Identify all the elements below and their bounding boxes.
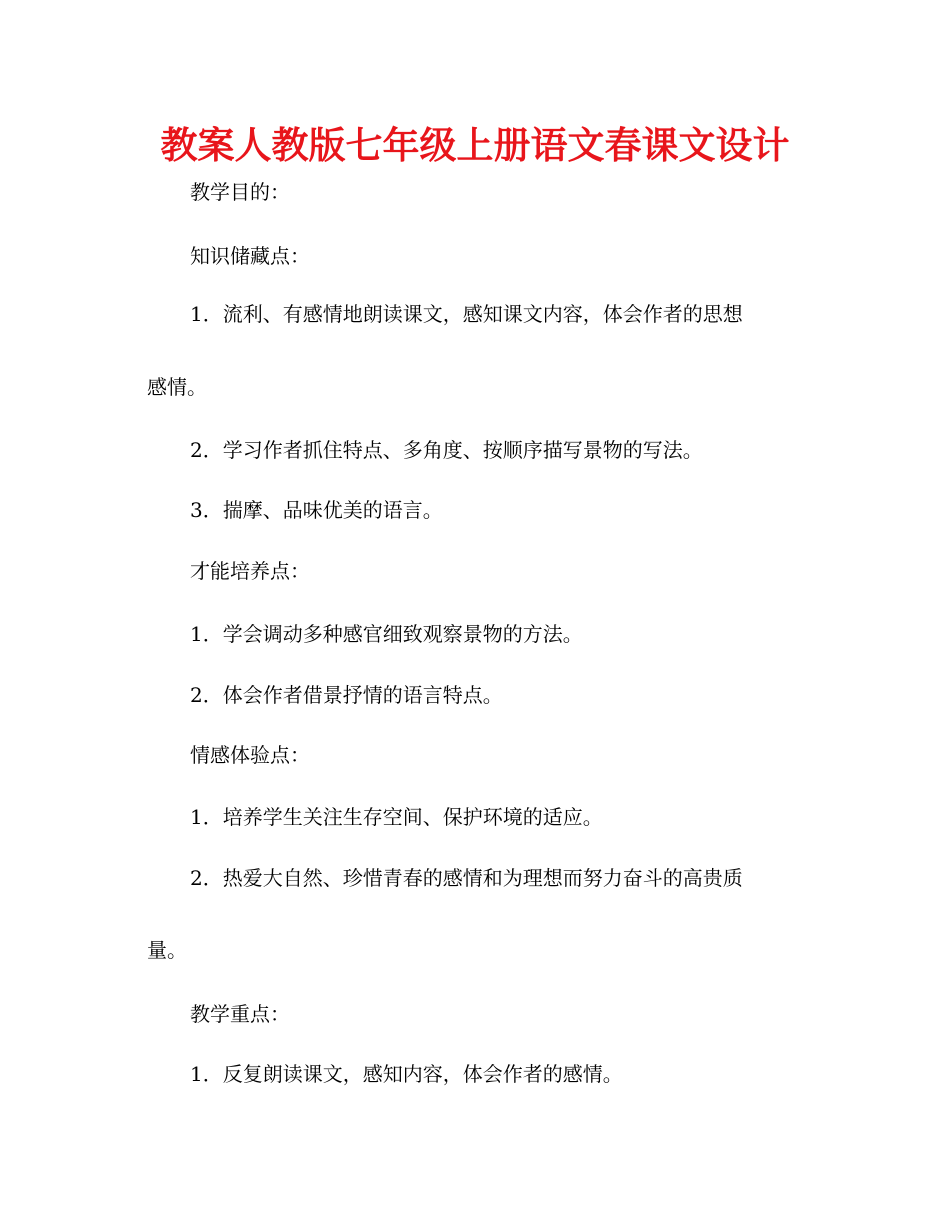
paragraph-line: 1．学会调动多种感官细致观察景物的方法。: [190, 622, 583, 646]
subheading-emotion: 情感体验点：: [190, 743, 310, 767]
section-heading-teaching-goals: 教学目的：: [190, 180, 290, 204]
paragraph-line: 2．热爱大自然、珍惜青春的感情和为理想而努力奋斗的高贵质: [190, 866, 743, 890]
paragraph-line-continuation: 量。: [147, 938, 187, 962]
subheading-ability: 才能培养点：: [190, 559, 310, 583]
paragraph-line: 1．流利、有感情地朗读课文，感知课文内容，体会作者的思想: [190, 302, 743, 326]
paragraph-line: 3．揣摩、品味优美的语言。: [190, 498, 443, 522]
paragraph-line-continuation: 感情。: [147, 375, 207, 399]
paragraph-line: 1．培养学生关注生存空间、保护环境的适应。: [190, 805, 603, 829]
document-title: 教案人教版七年级上册语文春课文设计: [160, 124, 790, 167]
subheading-knowledge: 知识储藏点：: [190, 244, 310, 268]
paragraph-line: 1．反复朗读课文，感知内容，体会作者的感情。: [190, 1062, 623, 1086]
paragraph-line: 2．体会作者借景抒情的语言特点。: [190, 683, 503, 707]
paragraph-line: 2．学习作者抓住特点、多角度、按顺序描写景物的写法。: [190, 438, 703, 462]
section-heading-key-points: 教学重点：: [190, 1002, 290, 1026]
